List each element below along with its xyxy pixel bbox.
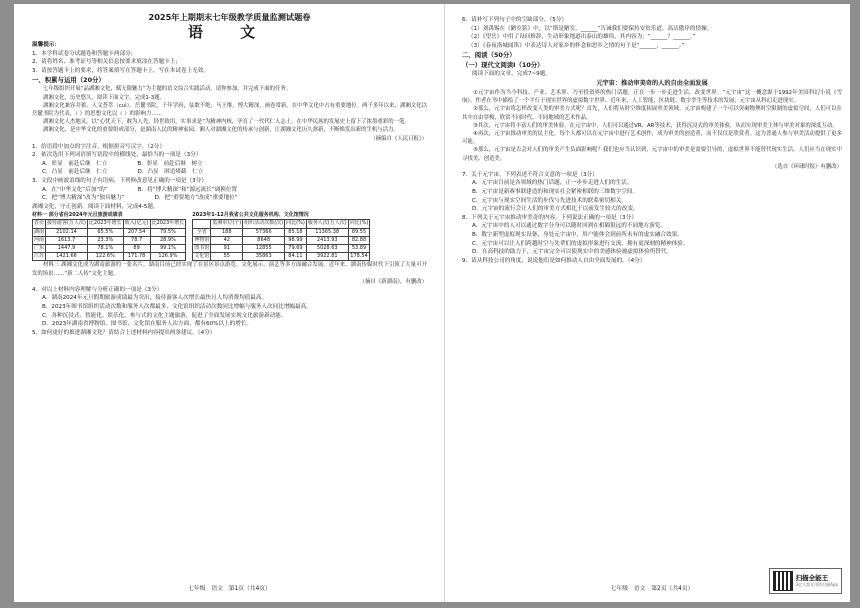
culture-table-cell: 图书馆 <box>194 244 210 251</box>
passage-paragraph: ③其次，元宇宙将丰富人们的审美体验。在元宇宙中，人们可以通过VR、AR等技术，获得沉浸式的审美体验，从而实现审美主体与审美对象的深度互动。 <box>473 122 838 129</box>
culture-table-header-cell: 同比(%) <box>349 220 369 227</box>
culture-table-cell: 8648 <box>243 236 285 244</box>
option: D．凸显 困追堵截 仁立 <box>137 169 204 176</box>
culture-table-header-cell: 同比(%) <box>286 220 305 227</box>
passage-paragraph: ①元宇宙作为当今科技、产业、艺术界、乃至投资界的热门话题，正在一步一步走进生活，改变世界。“元宇宙”这一概念源于1992年美国科幻小说《雪崩》，作者在书中描绘了一个平行于现实世界的虚拟数字世界。近年来，人工智能、区块链、数字孪生等技术的发展，元宇宙从科幻走进现实。 <box>462 89 842 105</box>
tourism-table-row <box>33 236 186 244</box>
tourism-table-cell: 126.9% <box>150 253 186 261</box>
culture-table <box>192 219 370 261</box>
passage-paragraph: 湖湘文化，是中华文化的重要组成部分，是湖南人民的精神家园，湘人对湖湘文化的传承与创新，让湖湘文化历久弥新，不断焕发出新的生机与活力。 <box>43 127 399 134</box>
q3-options-row <box>32 186 427 195</box>
tourism-table-cell: 2102.14 <box>46 228 88 236</box>
tourism-table-cell: 78.1% <box>87 244 123 252</box>
tourism-table-header-row <box>33 220 186 228</box>
option: B．2023年图书馆组织活动次数和服务人次都最多，文化馆组织活动次数同比增幅与服务人次同比增幅最高。 <box>42 303 312 310</box>
culture-table-cell: 35863 <box>243 253 285 261</box>
tourism-table-cell: 89 <box>123 244 150 252</box>
tourism-table-row <box>33 228 186 236</box>
tourism-table-cell: 28.9% <box>150 236 186 244</box>
culture-table-header-row <box>193 220 370 228</box>
tourism-table-cell: 207.54 <box>123 228 150 236</box>
culture-table-cell: 2413.93 <box>306 236 348 244</box>
culture-table-cell: 55 <box>211 253 243 261</box>
page-footer: 七年级 语文 第2页（共4页） <box>610 586 694 592</box>
question-5: 5．如何更好的推进湖湘文化？请结合上述材料内容提出两条建议。（4分） <box>32 329 216 336</box>
option: D．元宇宙的流行会让人们的审美方式相比于以前发生较大的改变。 <box>472 206 639 213</box>
option: A．彰显 前赴后继 仁立 <box>42 160 108 167</box>
tourism-table-cell: 122.6% <box>87 253 123 261</box>
tourism-table-cell: 1421.66 <box>46 253 88 261</box>
page-1 <box>32 4 427 602</box>
culture-table-row <box>193 244 370 252</box>
culture-table-cell: 博物馆 <box>194 236 210 243</box>
notice-item: 3．请按答题卡上的要求，将答案填写在答题卡上，写在本试卷上无效。 <box>32 67 209 74</box>
culture-table-cell: 3922.81 <box>306 253 348 261</box>
material-3-source: （摘自《新湖南》，有删改） <box>359 278 427 285</box>
scanner-watermark <box>769 568 842 594</box>
culture-table-header-cell: 组织活动次数(次) <box>244 220 284 227</box>
question-1: 1．给语段中加点的字注音，根据拼音写汉字。（2分） <box>32 143 165 150</box>
question-2: 2．依次选用下列词语填写语段中的横线处，最恰当的一项是（3分） <box>32 152 202 159</box>
question-3: 3．文段中画波浪线的句子有语病，下列修改意见正确的一项是（3分） <box>32 177 207 184</box>
tourism-table-header-cell: 省份 <box>34 220 45 227</box>
task-heading: 湖湘文化，历史悠久。阅读下面文字，完成1-3题。 <box>43 94 166 101</box>
culture-table-cell: 12855 <box>243 244 285 252</box>
tourism-table-cell: 江苏 <box>34 253 45 260</box>
question-9: 9．请从科技公司的角度，说说他们是如何推动人自由全面发展的。（4分） <box>462 257 646 264</box>
option: A．在“中华文化”后加“的” <box>42 186 108 193</box>
culture-table-row <box>193 228 370 236</box>
question-7: 7．关于元宇宙，下列表述不符合文意的一项是（3分） <box>462 171 598 178</box>
culture-table-row <box>193 253 370 261</box>
tourism-table-cell: 99.1% <box>150 244 186 252</box>
exam-paper <box>14 4 850 602</box>
culture-table-cell: 91 <box>211 244 243 252</box>
passage-paragraph: ④再次，元宇宙推动审美的民主化。每个人都可以在元宇宙中进行艺术创作，成为审美的创造者，而不仅仅是欣赏者。这为普通人参与审美活动提供了更多可能。 <box>462 130 842 146</box>
culture-table-cell: 11365.38 <box>306 228 348 236</box>
passage-source: （摘编自《人民日报》） <box>370 135 427 142</box>
question-8: 8．下列关于元宇宙推动审美奇的内容，下列说法正确的一项是（3分） <box>462 214 637 221</box>
watermark-title: 扫描全能王 <box>795 574 829 582</box>
culture-table-header-cell: 监测单位(个) <box>212 220 242 227</box>
q2-options-row <box>32 160 427 169</box>
option: C．元宇宙可以让人们跨越时空与先辈们的虚拟形象进行交流，拥有更深刻的精神体验。 <box>472 240 689 247</box>
culture-table-row <box>193 236 370 244</box>
activity-intro: 七年级组织开展“品湖湘文化，赋无限魅力”为主题的语文综合实践活动，请你参加，并完成下面的任务。 <box>43 86 292 93</box>
option: B．数字新型虚拟现实设备，身处元宇宙中，用户能体会到前所未有的虚实融合效果。 <box>472 231 683 238</box>
q6-item: （1）刘禹锡在《陋室铭》中，以“斯是陋室，______”告诫我们要保持安贫乐道、高洁傲岸的情操。 <box>468 25 713 32</box>
watermark-subtitle: 3亿人都在用的扫描App <box>795 582 838 587</box>
notice-item: 1．本学科试卷分试题卷和答题卡两部分； <box>32 50 137 57</box>
option: C．元宇宙与现实空间生活的步伐与先进技术的联系密切相关。 <box>472 197 627 204</box>
q6-item: （2）《望岳》中用了设问修辞，生动形象地道出泰山的雄伟，其内容为：“______？______。” <box>468 34 696 41</box>
materials-tables <box>32 212 427 261</box>
passage-source: （选自《环球时报》有删改） <box>771 163 842 170</box>
option: A．湖南2024年元旦假期旅游成绩最为突出，接待游客人次增长最快且人均消费均值最高。 <box>42 295 268 302</box>
material-1-caption: 材料一 部分省份2024年元旦旅游成绩表 <box>32 212 123 219</box>
option: D．在高科技的助力下，元宇宙完全可以使现实中的美感体验被虚拟体验所替代。 <box>472 249 673 256</box>
option: A．元宇宙中的人可以通过数字分身可以随时回到在相隔很远的不同地方游览。 <box>472 223 667 230</box>
material-2-caption: 2023年1-12月我省公共文化服务机构、文化馆情况 <box>192 212 309 219</box>
culture-table-cell: 42 <box>211 236 243 244</box>
tourism-table-cell: 湖南 <box>34 228 45 235</box>
notice-item: 2．请将姓名、准考证号等相关信息按要求填涂在答题卡上； <box>32 59 181 66</box>
material-2 <box>192 212 370 261</box>
culture-table-cell: 全省 <box>193 228 211 236</box>
section-heading: 二、阅读（50分） <box>462 51 516 60</box>
section-heading: 一、积累与运用（20分） <box>32 76 105 85</box>
culture-table-cell: 84.11 <box>285 253 307 261</box>
option: C．各种沉浸式、智能化、娱乐化、参与式的文化主题旅游，促进了全面发展实现文化旅游新动能。 <box>42 312 287 319</box>
exam-title: 2025年上期期末七年级教学质量监测试题卷 <box>148 12 311 22</box>
page-2 <box>462 4 842 602</box>
culture-table-cell: 53.89 <box>348 244 370 252</box>
option: B．元宇宙是新赛事联建造的和现实社会紧密相联的三维数字空间。 <box>472 188 639 195</box>
question-4: 4．对以上材料内容理解与分析正确的一项是（3分） <box>32 286 163 293</box>
option: D．把“重要地方”改成“重要地位” <box>154 195 238 202</box>
subject-title: 语 文 <box>187 23 272 41</box>
culture-table-cell: 57366 <box>243 228 285 236</box>
culture-table-header-cell: 服务人次(万人次) <box>307 220 347 227</box>
tourism-table-cell: 79.5% <box>150 228 186 236</box>
tourism-table-header-cell: 收入(亿元) <box>124 220 149 227</box>
option: D．2023年湖南省博物馆、图书馆、文化馆在服务人次方面，都有60%以上的增长。 <box>42 321 252 328</box>
qr-code-icon <box>773 571 793 591</box>
passage-paragraph: ⑤那么，元宇宙是否会对人们的审美产生负面影响呢？我们也应当认识到，元宇宙中的审美是需要引导的，虚拟世界不能替代现实生活，人们应当在现实中寻找美、创造美。 <box>462 147 842 162</box>
tourism-table-cell: 1613.7 <box>46 236 88 244</box>
page-fold <box>444 4 445 602</box>
culture-table-cell: 85.18 <box>285 228 307 236</box>
notice-title: 温馨提示： <box>32 42 60 48</box>
tourism-table-cell: 1447.9 <box>46 244 88 252</box>
option: B．彰显 前赴后继 树立 <box>137 160 203 167</box>
option: C．凸显 前赴后继 仁立 <box>42 169 108 176</box>
tourism-table-cell: 23.3% <box>87 236 123 244</box>
tourism-table-cell: 河南 <box>34 236 45 243</box>
reading-intro: 阅读下面的文章，完成7~9题。 <box>472 71 551 78</box>
page-footer: 七年级 语文 第1页（共4页） <box>188 586 271 592</box>
culture-table-cell: 89.55 <box>348 228 370 236</box>
material-1 <box>32 212 186 261</box>
subsection-heading: （一）现代文阅读Ⅰ（10分） <box>462 61 544 70</box>
tourism-table-row <box>33 253 186 261</box>
culture-table-header-cell <box>193 220 211 228</box>
tourism-table-row <box>33 244 186 252</box>
culture-table-cell: 文化馆 <box>194 253 210 260</box>
culture-table-cell: 178.54 <box>348 253 370 261</box>
tourism-table-cell: 171.78 <box>123 253 150 261</box>
task-heading: 湖湘文化，守正创新。阅读下面材料，完成4-5题。 <box>32 203 159 210</box>
tourism-table-cell: 65.5% <box>87 228 123 236</box>
passage-title: 元宇宙：推动审美奇的人的自由全面发展 <box>596 79 708 87</box>
passage-paragraph: ②那么，元宇宙将怎样改变人类的审美方式呢？首先，人们将从时空维度拓展审美领域。元宇宙构建了一个可以突破物理时空限制的虚拟空间，人们可以在其中自由穿梭，欣赏不同时代、不同地域的艺术作品。 <box>462 106 842 121</box>
option: A．元宇宙日前是各领域的热门话题，正一步步走进人们的生活。 <box>472 180 633 187</box>
q3-options-row <box>32 194 427 203</box>
passage-paragraph: 湖湘文化兼容并蓄，人文荟萃（cuì）。岳麓书院，千年学府，弦歌不绝；马王堆，博大精深，画卷常新。在中华文化中占有重要地位。两千多年以来，湖湘文化以岳麓书院为代表，（ ）的思想文化以（ ）的影响力…… <box>32 102 427 117</box>
culture-table-cell: 98.99 <box>285 236 307 244</box>
tourism-table-cell: 广东 <box>34 244 45 251</box>
culture-table-cell: 5028.63 <box>306 244 348 252</box>
culture-table-cell: 79.69 <box>285 244 307 252</box>
tourism-table-header-cell: 比2023年增长 <box>151 220 185 227</box>
tourism-table <box>32 219 186 261</box>
option: C．把“博大精深”改为“独具魅力” <box>42 195 125 202</box>
material-3: 材料三 湖湘文化成为湖南旅游的一张名片。湖南目前已经实现了在景区景点游览、文化展示、演艺等多方面融合发展。近年来，湖南传媒时代下引领了大量可开发的场景……“新二人传”文化主题。 <box>32 262 427 277</box>
culture-table-cell: 82.88 <box>348 236 370 244</box>
tourism-table-header-cell: 接待游客(万人次) <box>47 220 86 227</box>
culture-table-cell: 188 <box>211 228 243 236</box>
tourism-table-header-cell: 比2023年增长 <box>88 220 122 227</box>
tourism-table-cell: 78.7 <box>123 236 150 244</box>
question-6: 6．请补写下列句子中的空缺部分。（5分） <box>462 17 568 23</box>
passage-paragraph: 湖湘文化人杰地灵，以“心忧天下，敢为人先，经世致用，实事求是”为精神内核，孕育了一代代仁人志士，在中华民族的发展史上留下了浓墨重彩的一笔。 <box>43 119 410 126</box>
q6-item: （3）《春夜洛城闻笛》中表达诗人对家乡的怀念和思乡之情的句子是“______，______。” <box>468 42 685 49</box>
option: B．将“博大精深”和“源远流长”调换位置 <box>137 186 238 193</box>
q2-options-row <box>32 168 427 177</box>
